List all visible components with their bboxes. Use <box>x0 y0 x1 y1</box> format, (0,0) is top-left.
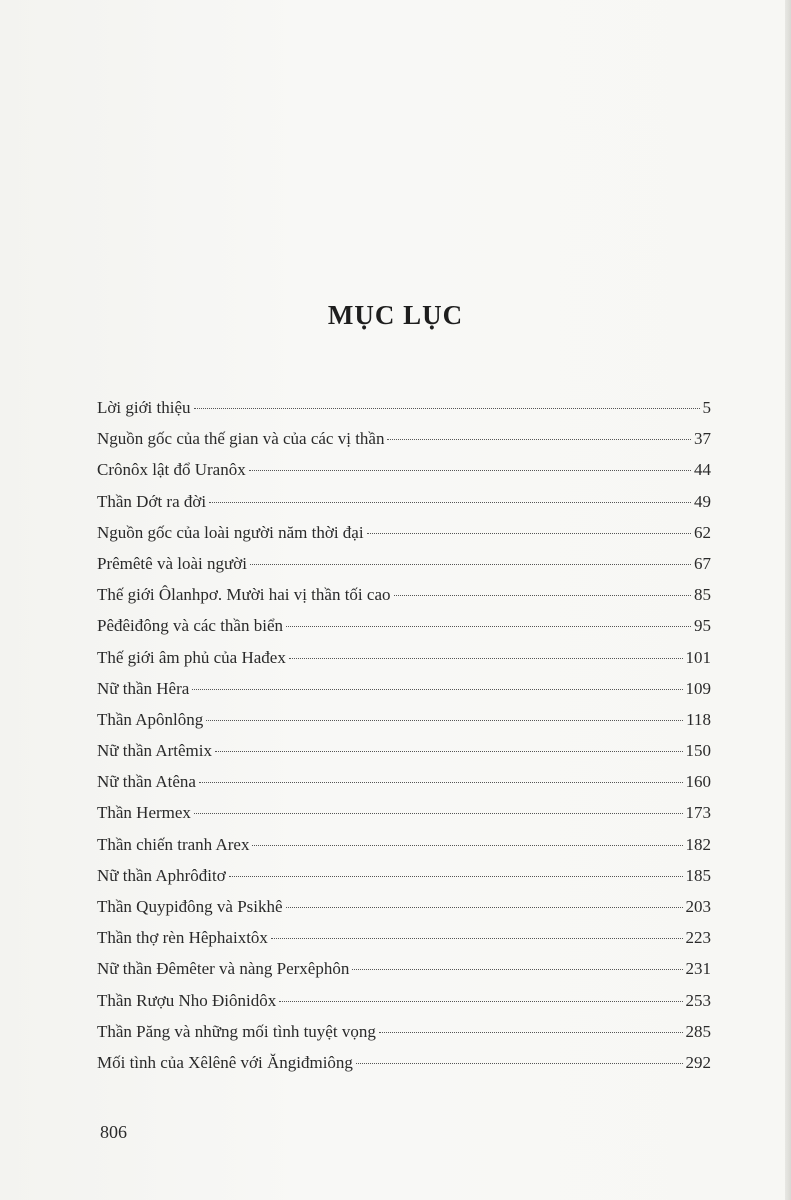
toc-entry-label: Thần Păng và những mối tình tuyệt vọng <box>97 1021 376 1041</box>
toc-entry <box>97 548 711 579</box>
toc-leader-dots <box>271 938 683 939</box>
toc-entry-page: 109 <box>685 678 711 698</box>
toc-leader-dots <box>194 408 700 409</box>
toc-entry-page: 203 <box>685 897 711 916</box>
toc-entry <box>97 860 711 891</box>
toc-entry <box>97 953 711 984</box>
toc-entry-label: Thần chiến tranh Arex <box>97 834 250 854</box>
toc-leader-dots <box>286 907 683 908</box>
toc-entry-label: Pêđêiđông và các thần biển <box>97 616 283 636</box>
toc-entry-label: Thần Apônlông <box>97 709 204 729</box>
toc-leader-dots <box>394 595 692 596</box>
toc-entry-label: Prêmêtê và loài người <box>97 553 247 573</box>
toc-leader-dots <box>206 720 683 721</box>
toc-entry <box>97 922 711 953</box>
toc-entry-label: Thần thợ rèn Hêphaixtôx <box>97 928 268 948</box>
toc-leader-dots <box>286 626 691 627</box>
toc-entry <box>97 1047 711 1078</box>
toc-entry-page: 253 <box>685 990 711 1010</box>
toc-leader-dots <box>367 533 691 534</box>
toc-leader-dots <box>356 1063 683 1064</box>
toc-leader-dots <box>229 876 683 877</box>
toc-leader-dots <box>379 1032 683 1033</box>
toc-leader-dots <box>279 1001 682 1002</box>
toc-entry <box>97 985 711 1016</box>
table-of-contents <box>97 392 711 1078</box>
toc-entry-page: 118 <box>686 709 711 729</box>
page-edge-shadow <box>785 0 791 1200</box>
toc-entry-page: 85 <box>694 585 711 605</box>
toc-entry-page: 160 <box>685 772 711 792</box>
toc-leader-dots <box>387 439 691 440</box>
toc-entry <box>97 829 711 860</box>
toc-entry <box>97 735 711 766</box>
toc-entry-page: 292 <box>685 1052 711 1072</box>
toc-entry-page: 5 <box>702 398 711 417</box>
toc-leader-dots <box>192 689 682 690</box>
toc-entry-label: Nữ thần Artêmix <box>97 741 212 761</box>
toc-entry-label: Thần Rượu Nho Điônidôx <box>97 990 277 1010</box>
toc-entry <box>97 766 711 797</box>
toc-entry-label: Thế giới âm phủ của Hađex <box>97 647 286 667</box>
toc-entry-label: Nữ thần Aphrôđitơ <box>97 865 226 885</box>
toc-entry-label: Lời giới thiệu <box>97 398 191 417</box>
toc-entry-label: Nguồn gốc của loài người năm thời đại <box>97 522 364 542</box>
toc-leader-dots <box>199 782 683 783</box>
toc-entry-label: Nữ thần Hêra <box>97 678 190 698</box>
toc-entry-page: 185 <box>685 865 711 885</box>
toc-entry <box>97 891 711 922</box>
toc-entry-page: 49 <box>694 491 711 511</box>
toc-leader-dots <box>215 751 683 752</box>
toc-entry <box>97 704 711 735</box>
toc-leader-dots <box>209 502 691 503</box>
toc-entry <box>97 517 711 548</box>
toc-entry-label: Nữ thần Atêna <box>97 772 196 792</box>
toc-entry-label: Thế giới Ôlanhpơ. Mười hai vị thần tối cao <box>97 585 391 605</box>
toc-entry-label: Crônôx lật đổ Uranôx <box>97 460 246 480</box>
toc-entry <box>97 579 711 610</box>
toc-entry-label: Nữ thần Đêmêter và nàng Perxêphôn <box>97 959 350 979</box>
page-title: MỤC LỤC <box>327 300 464 330</box>
toc-leader-dots <box>352 969 682 970</box>
toc-entry-page: 62 <box>694 522 711 542</box>
toc-entry <box>97 673 711 704</box>
toc-entry-label: Nguồn gốc của thế gian và của các vị thần <box>97 429 385 449</box>
toc-leader-dots <box>250 564 691 565</box>
toc-leader-dots <box>249 470 691 471</box>
toc-entry <box>97 423 711 454</box>
toc-entry-page: 67 <box>694 553 711 573</box>
toc-entry-page: 95 <box>694 616 711 636</box>
toc-entry-page: 231 <box>685 959 711 979</box>
toc-entry <box>97 610 711 641</box>
toc-entry-page: 223 <box>685 928 711 948</box>
toc-entry-page: 101 <box>685 647 711 667</box>
toc-leader-dots <box>289 658 683 659</box>
toc-entry-page: 182 <box>685 834 711 854</box>
toc-entry <box>97 797 711 828</box>
toc-entry-label: Thần Hermex <box>97 803 191 823</box>
toc-entry-page: 285 <box>685 1021 711 1041</box>
toc-leader-dots <box>194 813 683 814</box>
page-number: 806 <box>100 1122 127 1142</box>
toc-entry <box>97 486 711 517</box>
toc-entry <box>97 392 711 423</box>
toc-entry <box>97 454 711 485</box>
toc-entry-page: 150 <box>685 741 711 761</box>
toc-entry <box>97 642 711 673</box>
toc-entry-page: 173 <box>685 803 711 823</box>
toc-entry-label: Thần Dớt ra đời <box>97 491 207 511</box>
toc-entry-page: 44 <box>694 460 711 480</box>
toc-leader-dots <box>252 845 682 846</box>
toc-entry-label: Thần Quypiđông và Psikhê <box>97 897 283 916</box>
toc-entry-label: Mối tình của Xêlênê với Ăngiđmiông <box>97 1052 353 1072</box>
toc-entry <box>97 1016 711 1047</box>
toc-entry-page: 37 <box>694 429 711 449</box>
